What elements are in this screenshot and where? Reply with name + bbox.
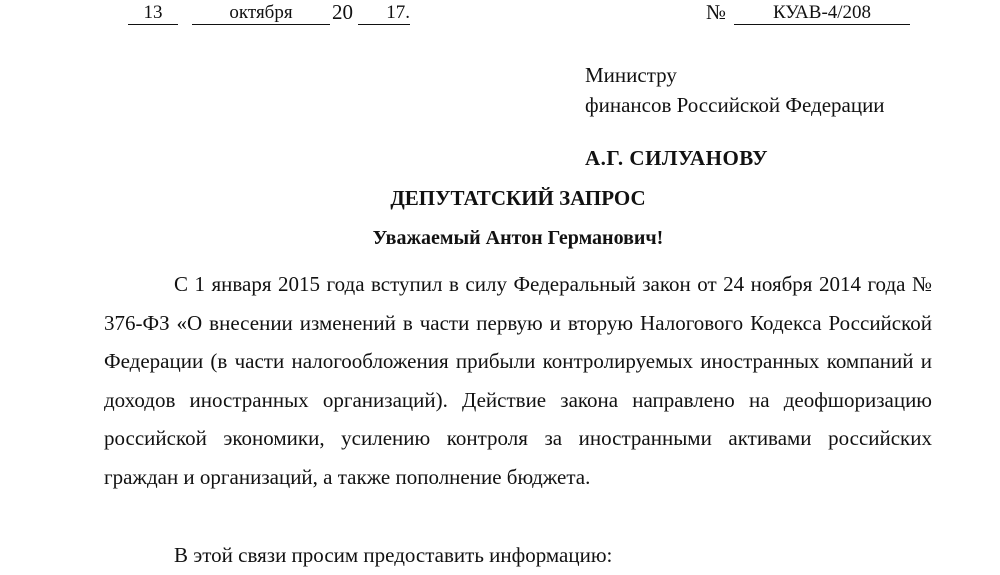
date-month: октября — [192, 2, 330, 25]
date-year: 17. — [358, 2, 410, 25]
addressee-name: А.Г. СИЛУАНОВУ — [585, 146, 769, 170]
date-day: 13 — [128, 2, 178, 25]
document-number: КУАВ-4/208 — [734, 2, 910, 25]
salutation: Уважаемый Антон Германович! — [372, 227, 664, 249]
addressee-position: Министру — [585, 63, 677, 87]
addressee-ministry: финансов Российской Федерации — [585, 93, 885, 117]
body-paragraph-1: С 1 января 2015 года вступил в силу Федеральный закон от 24 ноября 2014 года № 376-ФЗ «О внесении изменений в части первую и вторую Налогового Кодекса Российской Федерации (в части налогообложения прибыли контролируемых иностранных компаний и доходов иностранных организаций). Действие закона направлено на деофшоризацию российской экономики, усилению контроля за иностранными активами российских граждан и организаций, а также пополнение бюджета. — [104, 272, 932, 489]
date-century: 20 — [332, 0, 353, 24]
body-paragraph-2: В этой связи просим предоставить информацию: — [174, 543, 613, 567]
document-title: ДЕПУТАТСКИЙ ЗАПРОС — [390, 186, 646, 210]
number-sign: № — [706, 0, 727, 24]
addressee-block — [585, 60, 885, 120]
